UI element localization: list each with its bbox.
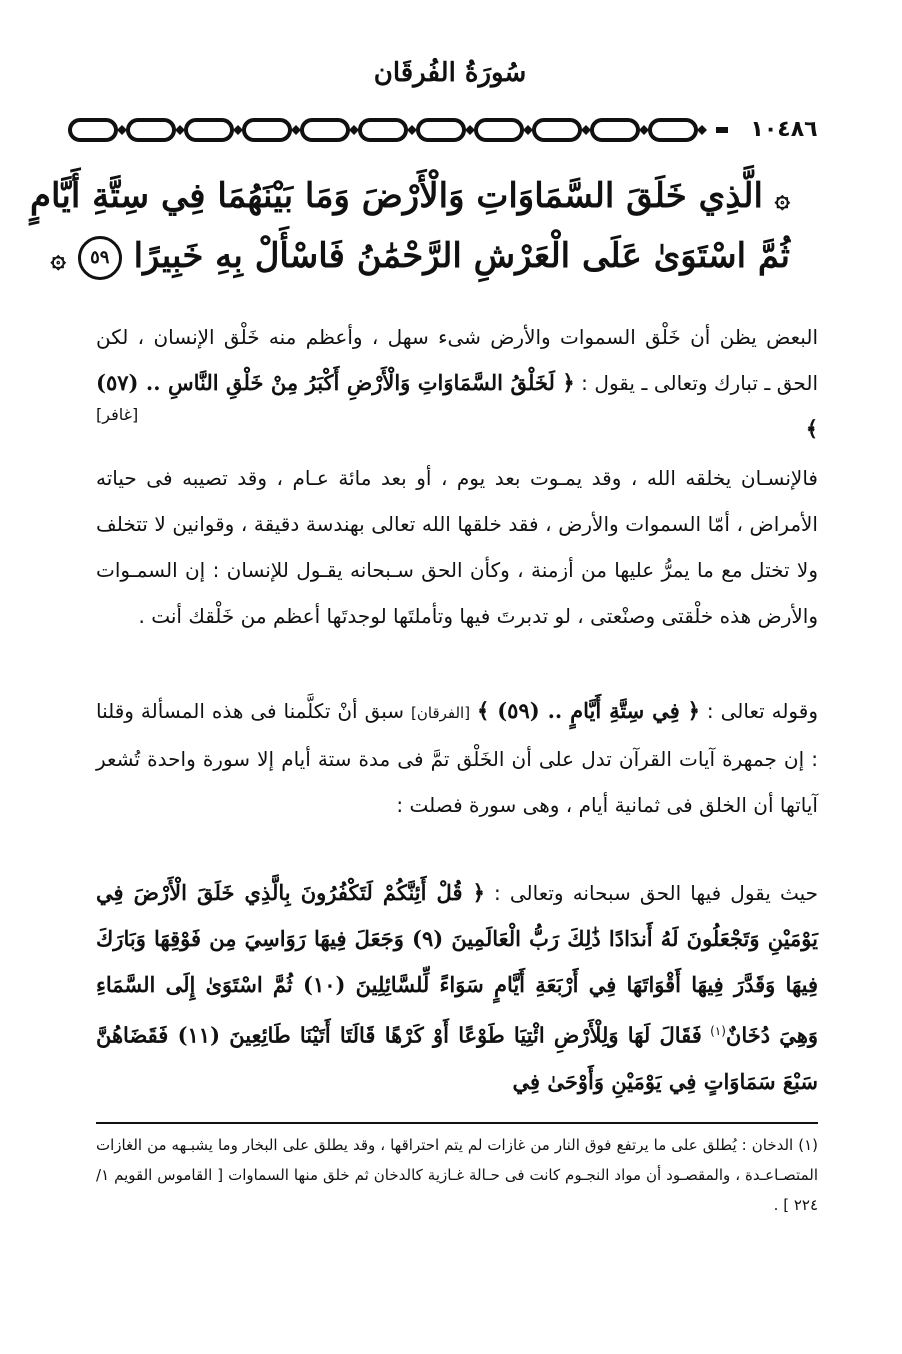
paragraph-2: فالإنسـان يخلقه الله ، وقد يمـوت بعد يوم ، أو بعد مائة عـام ، وقد تصيبه فى حياته الأمراض ، أمّا السموات والأرض ، فقد خلقها الله تعالى بهندسة دقيقة ، وقوانين لا تتخلف ولا تختل مع ما يمرُّ عليها من أزمنة ، وكأن الحق سـبحانه يقـول للإنسان : إن السمـوات والأرض هذه خلْقتى وصنْعتى ، لو تدبرتَ فيها وتأملتَها لوجدتَها أعظم من خَلْقك أنت . [96,466,818,628]
chain-diamond-icon [291,125,301,135]
paragraph-1 [96,314,818,452]
chain-diamond-icon [233,125,243,135]
header-ornament-border [66,114,840,146]
verse-line-1-text: الَّذِي خَلَقَ السَّمَاوَاتِ وَالْأَرْضَ وَمَا بَيْنَهُمَا فِي سِتَّةِ أَيَّامٍ [29,176,763,216]
footnote-reference-mark: (١) [710,1024,726,1038]
paragraph-1-reference: [غافر] [96,405,139,424]
chain-link-icon [476,120,522,140]
verse-line-2 [50,236,790,280]
paragraph-3-quote: ﴿ فِي سِتَّةِ أَيَّامٍ .. (٥٩) ﴾ [477,698,700,723]
chain-link-icon [302,120,348,140]
paragraph-3-lead: وقوله تعالى : [706,699,818,723]
chain-link-icon [360,120,406,140]
chain-link-icon [186,120,232,140]
verse-ornament-open: ۞ [774,184,790,214]
paragraph-4-quote: ﴿ قُلْ أَئِنَّكُمْ لَتَكْفُرُونَ بِالَّذِي خَلَقَ الْأَرْضَ فِي يَوْمَيْنِ وَتَجْعَلُونَ لَهُ أَندَادًا ذَٰلِكَ رَبُّ الْعَالَمِينَ (٩) وَجَعَلَ فِيهَا رَوَاسِيَ مِن فَوْقِهَا وَبَارَكَ فِيهَا وَقَدَّرَ فِيهَا أَقْوَاتَهَا فِي أَرْبَعَةِ أَيَّامٍ سَوَاءً لِّلسَّائِلِينَ (١٠) ثُمَّ اسْتَوَىٰ إِلَى السَّمَاءِ وَهِيَ دُخَانٌ [96,880,819,1048]
verse-ornament-close: ۞ [50,244,66,274]
chain-link-icon [128,120,174,140]
chain-border-icon [66,114,840,146]
paragraph-1-quote: ﴿ لَخَلْقُ السَّمَاوَاتِ وَالْأَرْضِ أَكْبَرُ مِنْ خَلْقِ النَّاسِ .. (٥٧) ﴾ [96,370,818,441]
paragraph-4 [96,870,818,1105]
chain-diamond-icon [639,125,649,135]
chain-diamond-icon [523,125,533,135]
paragraph-1-text: البعض يظن أن خَلْق السموات والأرض شىء سهل ، وأعظم منه خَلْق الإنسان ، لكن الحق ـ تبارك وتعالى ـ يقول : [96,325,818,395]
paragraph-3 [96,688,818,828]
chain-diamond-icon [465,125,475,135]
chain-link-icon [592,120,638,140]
chain-diamond-icon [175,125,185,135]
chain-diamond-icon [349,125,359,135]
chain-link-icon [70,120,116,140]
surah-title: سُورَةُ الفُرقَان [373,58,527,88]
paragraph-3-text: سبق أنْ تكلَّمنا فى هذه المسألة وقلنا : إن جمهرة آيات القرآن تدل على أن الخَلْق تمَّ فى مدة ستة أيام إلا سورة واحدة تُشعر آياتها أن الخلق فى ثمانية أيام ، وهى سورة فصلت : [96,699,818,817]
paragraph-4-lead: حيث يقول فيها الحق سبحانه وتعالى : [494,881,818,905]
chain-diamond-icon [581,125,591,135]
verse-line-2-text: ثُمَّ اسْتَوَىٰ عَلَى الْعَرْشِ الرَّحْمَٰنُ فَاسْأَلْ بِهِ خَبِيرًا [133,236,790,276]
footnote: (١) الدخان : يُطلق على ما يرتفع فوق النار من غازات لم يتم احتراقها ، وقد يطلق على البخار وما يشبـهه من الغازات المتصـاعـدة ، والمقصـود أن مواد النجـوم كانت فى حـالة غـازية كالدخان ثم خلق منها السماوات [ القاموس القويم ١/ ٢٢٤ ] . [96,1136,818,1214]
chain-link-icon [244,120,290,140]
paragraph-1-reference-row [96,405,818,424]
chain-link-icon [534,120,580,140]
chain-link-icon [418,120,464,140]
chain-diamond-icon [697,125,707,135]
page-number: ١٠٤٨٦ [728,114,840,146]
chain-diamond-icon [407,125,417,135]
chain-link-icon [650,120,696,140]
footnote-divider [96,1122,818,1124]
chain-diamond-icon [117,125,127,135]
paragraph-3-reference: [الفرقان] [411,704,471,722]
paragraph-4-quote-tail: فَقَالَ لَهَا وَلِلْأَرْضِ ائْتِيَا طَوْعًا أَوْ كَرْهًا قَالَتَا أَتَيْنَا طَائِعِينَ (١١) فَقَضَاهُنَّ سَبْعَ سَمَاوَاتٍ فِي يَوْمَيْنِ وَأَوْحَىٰ فِي [96,1022,818,1094]
verse-line-1 [29,176,790,216]
verse-number-badge: ٥٩ [78,236,122,280]
